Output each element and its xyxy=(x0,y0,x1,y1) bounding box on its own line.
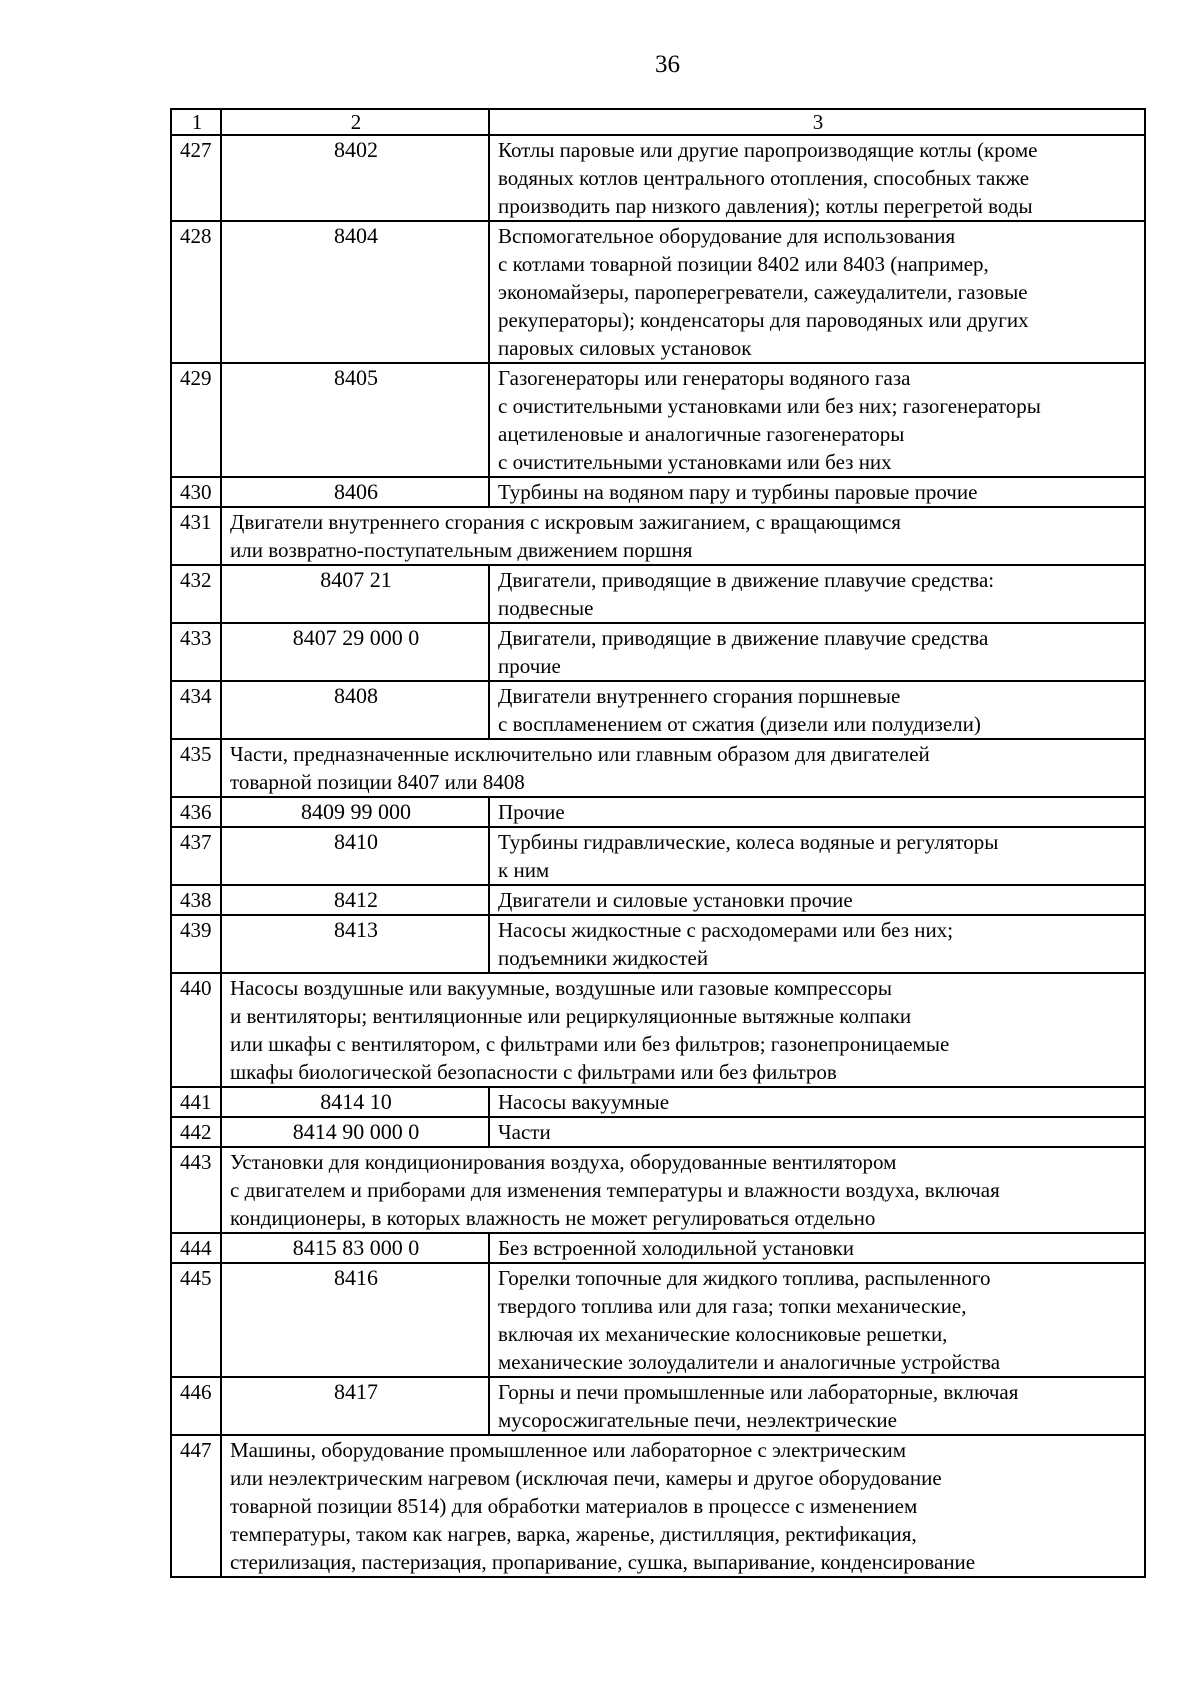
table-row xyxy=(171,221,1145,363)
row-description: Горелки топочные для жидкого топлива, распыленного твердого топлива или для газа; топки механические, включая их механические колосниковые решетки, механические золоудалители и аналогичные устройства xyxy=(489,1263,1145,1377)
table-row xyxy=(171,1233,1145,1263)
table-row xyxy=(171,885,1145,915)
row-description: Установки для кондиционирования воздуха, оборудованные вентилятором с двигателем и приборами для изменения температуры и влажности воздуха, включая кондиционеры, в которых влажность не может регулироваться отдельно xyxy=(221,1147,1145,1233)
row-code: 8402 xyxy=(221,135,489,221)
row-number: 437 xyxy=(171,827,221,885)
table-row xyxy=(171,1377,1145,1435)
row-code: 8414 90 000 0 xyxy=(221,1117,489,1147)
table-row xyxy=(171,623,1145,681)
row-description: Двигатели, приводящие в движение плавучие средства: подвесные xyxy=(489,565,1145,623)
table-header-row xyxy=(171,109,1145,135)
row-description: Котлы паровые или другие паропроизводящие котлы (кроме водяных котлов центрального отопления, способных также производить пар низкого давления); котлы перегретой воды xyxy=(489,135,1145,221)
row-number: 441 xyxy=(171,1087,221,1117)
row-number: 428 xyxy=(171,221,221,363)
column-header-2: 2 xyxy=(221,109,489,135)
table-row xyxy=(171,797,1145,827)
row-number: 447 xyxy=(171,1435,221,1577)
row-number: 440 xyxy=(171,973,221,1087)
row-description: Двигатели внутреннего сгорания с искровым зажиганием, с вращающимся или возвратно-поступательным движением поршня xyxy=(221,507,1145,565)
row-number: 446 xyxy=(171,1377,221,1435)
row-description: Прочие xyxy=(489,797,1145,827)
row-description: Турбины гидравлические, колеса водяные и регуляторы к ним xyxy=(489,827,1145,885)
row-code: 8407 29 000 0 xyxy=(221,623,489,681)
row-number: 433 xyxy=(171,623,221,681)
row-description: Без встроенной холодильной установки xyxy=(489,1233,1145,1263)
table-row xyxy=(171,1087,1145,1117)
row-number: 434 xyxy=(171,681,221,739)
row-description: Двигатели и силовые установки прочие xyxy=(489,885,1145,915)
row-number: 444 xyxy=(171,1233,221,1263)
row-code: 8415 83 000 0 xyxy=(221,1233,489,1263)
row-description: Машины, оборудование промышленное или лабораторное с электрическим или неэлектрическим нагревом (исключая печи, камеры и другое оборудование товарной позиции 8514) для обработки материалов в процессе с изменением температуры, таком как нагрев, варка, жаренье, дистилляция, ректификация, стерилизация, пастеризация, пропаривание, сушка, выпаривание, конденсирование xyxy=(221,1435,1145,1577)
row-description: Двигатели, приводящие в движение плавучие средства прочие xyxy=(489,623,1145,681)
table-row xyxy=(171,915,1145,973)
table-row xyxy=(171,135,1145,221)
row-code: 8407 21 xyxy=(221,565,489,623)
row-code: 8408 xyxy=(221,681,489,739)
row-number: 427 xyxy=(171,135,221,221)
row-number: 445 xyxy=(171,1263,221,1377)
table-row xyxy=(171,739,1145,797)
goods-table xyxy=(170,108,1146,1578)
table-body xyxy=(171,109,1145,1577)
row-code: 8406 xyxy=(221,477,489,507)
table-row xyxy=(171,1117,1145,1147)
row-code: 8413 xyxy=(221,915,489,973)
row-number: 439 xyxy=(171,915,221,973)
row-number: 429 xyxy=(171,363,221,477)
row-code: 8416 xyxy=(221,1263,489,1377)
row-description: Насосы воздушные или вакуумные, воздушные или газовые компрессоры и вентиляторы; вентиляционные или рециркуляционные вытяжные колпаки или шкафы с вентилятором, с фильтрами или без фильтров; газонепроницаемые шкафы биологической безопасности с фильтрами или без фильтров xyxy=(221,973,1145,1087)
row-code: 8414 10 xyxy=(221,1087,489,1117)
row-number: 438 xyxy=(171,885,221,915)
row-number: 436 xyxy=(171,797,221,827)
row-description: Части, предназначенные исключительно или главным образом для двигателей товарной позиции 8407 или 8408 xyxy=(221,739,1145,797)
table-row xyxy=(171,1263,1145,1377)
table-row xyxy=(171,507,1145,565)
row-number: 442 xyxy=(171,1117,221,1147)
row-code: 8405 xyxy=(221,363,489,477)
row-description: Турбины на водяном пару и турбины паровые прочие xyxy=(489,477,1145,507)
row-number: 435 xyxy=(171,739,221,797)
row-description: Насосы жидкостные с расходомерами или без них; подъемники жидкостей xyxy=(489,915,1145,973)
table-row xyxy=(171,1147,1145,1233)
row-description: Вспомогательное оборудование для использования с котлами товарной позиции 8402 или 8403 (например, экономайзеры, пароперегреватели, сажеудалители, газовые рекуператоры); конденсаторы для пароводяных или других паровых силовых установок xyxy=(489,221,1145,363)
table-row xyxy=(171,363,1145,477)
row-description: Горны и печи промышленные или лабораторные, включая мусоросжигательные печи, неэлектрические xyxy=(489,1377,1145,1435)
column-header-3: 3 xyxy=(489,109,1145,135)
row-number: 431 xyxy=(171,507,221,565)
table-row xyxy=(171,973,1145,1087)
row-code: 8417 xyxy=(221,1377,489,1435)
table-row xyxy=(171,681,1145,739)
table-row xyxy=(171,827,1145,885)
row-number: 432 xyxy=(171,565,221,623)
row-code: 8410 xyxy=(221,827,489,885)
row-description: Части xyxy=(489,1117,1145,1147)
row-number: 430 xyxy=(171,477,221,507)
table-row xyxy=(171,565,1145,623)
row-code: 8404 xyxy=(221,221,489,363)
row-description: Двигатели внутреннего сгорания поршневые с воспламенением от сжатия (дизели или полудизели) xyxy=(489,681,1145,739)
row-code: 8412 xyxy=(221,885,489,915)
row-description: Газогенераторы или генераторы водяного газа с очистительными установками или без них; газогенераторы ацетиленовые и аналогичные газогенераторы с очистительными установками или без них xyxy=(489,363,1145,477)
column-header-1: 1 xyxy=(171,109,221,135)
table-row xyxy=(171,1435,1145,1577)
page-number: 36 xyxy=(655,51,680,78)
table-row xyxy=(171,477,1145,507)
row-code: 8409 99 000 xyxy=(221,797,489,827)
row-description: Насосы вакуумные xyxy=(489,1087,1145,1117)
row-number: 443 xyxy=(171,1147,221,1233)
